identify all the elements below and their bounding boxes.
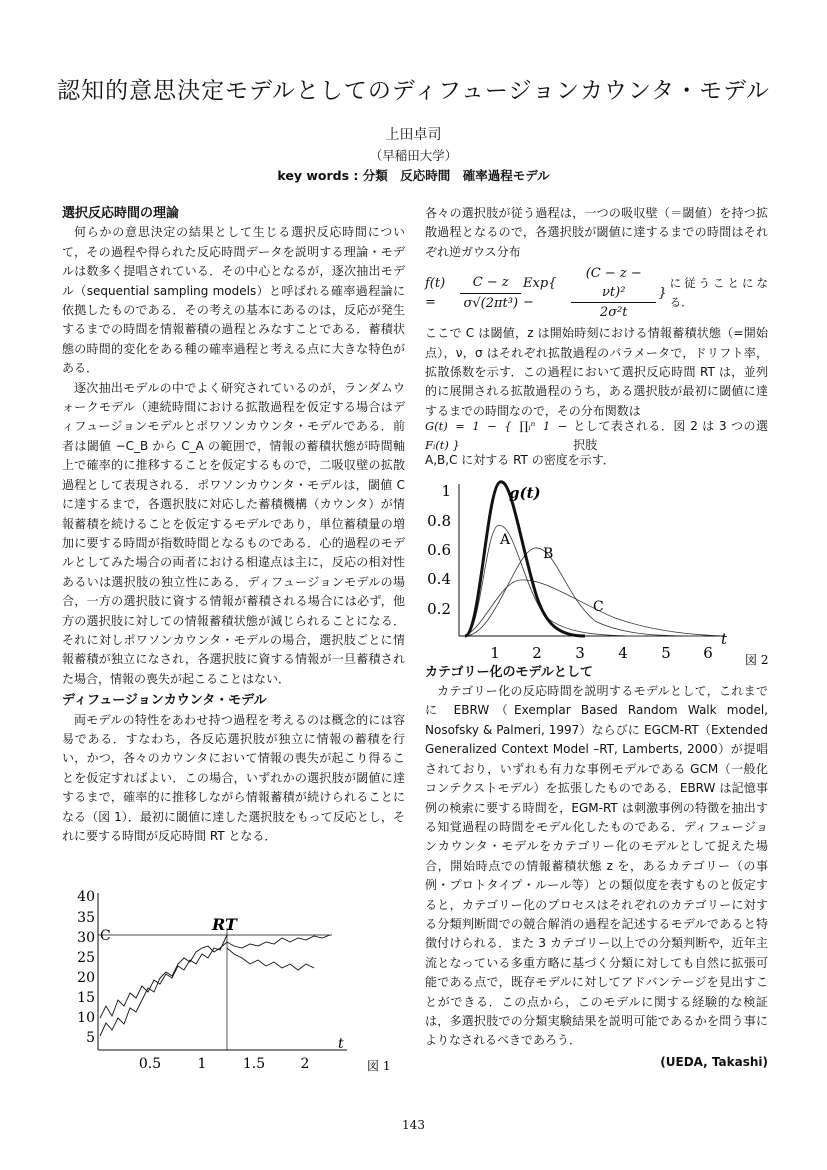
fig2-y-ticks (427, 482, 451, 618)
fig1-ytick: 25 (77, 950, 95, 966)
fig1-path-b (100, 935, 330, 1036)
page-number: 143 (402, 1118, 425, 1132)
fig2-caption: 図 2 (745, 653, 769, 667)
fig2-xtick: 4 (618, 644, 628, 662)
fig1-xtick: 1 (197, 1056, 207, 1072)
fig1-ytick: 5 (86, 1030, 95, 1046)
fig2-ytick: 0.8 (427, 512, 451, 530)
fig1-ytick: 35 (77, 910, 95, 926)
paragraph: 逐次抽出モデルの中でよく研究されているのが，ランダムウォークモデル（連続時間における拡散過程を仮定する場合はディフュージョンモデルとポワソンカウンタ・モデルである．前者は閾値 −C_B から C_A の範囲で，情報の蓄積状態が時間軸上で確率的に推移することを仮定するもので，二吸収壁の拡散過程として表現される．ポワソンカウンタ・モデルは，閾値 C に達するまで，各選択肢に対応した蓄積機構（カウンタ）が情報蓄積を続けることを仮定するモデルであり，単位蓄積量の増加に要する時間が指数時間となるものである．心的過程のモデルとしてみた場合の両者における相違点は主に，反応の相対性あるいは選択肢の独立性にある．ディフュージョンモデルの場合，一方の選択肢に資する情報が蓄積される場合には必ず，他方の選択肢に対しての情報蓄積状態が減じられることになる．それに対しポワソンカウンタ・モデルの場合，選択肢ごとに情報蓄積が独立になされ，各選択肢に資する情報が一旦蓄積された場合，情報の喪失が起こることはない． (62, 380, 405, 686)
fig2-ytick: 0.6 (427, 541, 451, 559)
fig1-rt-label: RT (212, 915, 237, 934)
fig2-t-label: t (721, 630, 728, 648)
fig1-threshold-label: C (100, 928, 111, 944)
fig2-xtick: 2 (532, 644, 542, 662)
fig1-caption: 図 1 (367, 1059, 391, 1073)
figure-2 (425, 476, 770, 670)
fig1-t-label: t (338, 1036, 344, 1052)
formula-g: G(t) = 1 − { ∏ᵢⁿ 1 − Fᵢ(t) } (425, 418, 568, 453)
section-heading: ディフュージョンカウンタ・モデル (62, 693, 267, 709)
fig1-xtick: 2 (300, 1056, 310, 1072)
section-heading: カテゴリー化のモデルとして (425, 664, 593, 680)
section-heading: 選択反応時間の理論 (62, 206, 180, 221)
paragraph: A,B,C に対する RT の密度を示す． (425, 453, 615, 468)
signature: (UEDA, Takashi) (660, 1055, 768, 1069)
fig2-curve-label: A (500, 532, 511, 548)
fig1-x-ticks (139, 1056, 310, 1072)
formula-close: } (658, 285, 667, 301)
fig2-ytick: 1 (441, 482, 451, 500)
fig1-path-a (100, 935, 227, 1018)
fig1-y-ticks (77, 889, 95, 1046)
formula-tail: に従うことになる． (669, 275, 768, 310)
figure-1 (62, 888, 412, 1078)
paragraph: ここで C は閾値，z は開始時刻における情報蓄積状態（=開始点），ν，σ はそれぞれ拡散過程のパラメータで，ドリフト率，拡散係数を示す．この過程において選択反応時間 RT は，並列的に展開される拡散過程のうち，ある選択肢が最初に閾値に達するまでの時間なので，その分布関数は (425, 326, 768, 418)
fig1-ytick: 30 (77, 930, 95, 946)
formula-g-tail: として表される．図 2 は 3 つの選択肢 (573, 418, 768, 453)
formula-exp: Exp{ − (523, 275, 557, 311)
formula-inverse-gaussian (425, 262, 768, 324)
left-column (62, 204, 405, 846)
formula-distribution (425, 418, 768, 453)
paragraph: 何らかの意思決定の結果として生じる選択反応時間について，その過程や得られた反応時間データを説明する理論・モデルは数多く提唱されている．その中心となるが，逐次抽出モデル（sequential sampling models）と呼ばれる確率過程論に依拠したものである．その考えの基本にあるのは，反応が発生するまでの時間を情報蓄積の過程とみなすことである．蓄積状態の時間的変化をある種の確率過程と考える点に大きな特色がある． (62, 225, 405, 376)
formula-denominator: σ√(2πt³) (463, 295, 519, 311)
paragraph: カテゴリー化の反応時間を説明するモデルとして，これまでに EBRW（Exemplar Based Random Walk model, Nosofsky & Palmeri, 1997）ならびに EGCM-RT（Extended Generalized Context Model –RT, Lamberts, 2000）が提唱されており，いずれも有力な事例モデルである GCM（一般化コンテクストモデル）を拡張したものである．EBRW は記憶事例の検索に要する時間を，EGM-RT は刺激事例の特徴を抽出する知覚過程の時間をモデル化したものである．ディフュージョンカウンタ・モデルをカテゴリー化のモデルとして捉えた場合，開始時点での情報蓄積状態 z を，あるカテゴリー（の事例・プロトタイプ・ルール等）との類似度を表すものと仮定すると，カテゴリー化のプロセスはそれぞれのカテゴリーに対する分類判断間での競合解消の過程を記述するモデルであると特徴付けられる．また 3 カテゴリー以上での分類判断や，近年主流となっている多重方略に基づく分類に対しても自然に拡張可能である点で，既存モデルに対してアドバンテージを見出すことができる．この点から，このモデルに関する経験的な検証は，多選択肢での分類実験結果を説明可能であるかを問う事によりなされるべきであろう． (425, 684, 768, 1048)
fig2-ytick: 0.4 (427, 570, 451, 588)
fig1-xtick: 0.5 (138, 1056, 162, 1072)
fig1-xtick: 1.5 (242, 1056, 266, 1072)
fig2-xtick: 1 (490, 644, 500, 662)
fig2-x-ticks (490, 644, 713, 662)
formula-lhs: f(t) = (425, 275, 446, 311)
fig2-curve-b (465, 548, 705, 636)
fig2-xtick: 6 (703, 644, 713, 662)
paragraph: 各々の選択肢が従う過程は，一つの吸収壁（＝閾値）を持つ拡散過程となるので，各選択肢が閾値に達するまでの時間はそれぞれ逆ガウス分布 (425, 206, 768, 259)
affiliation: （早稲田大学） (369, 148, 458, 163)
fig2-curve-g (465, 482, 585, 636)
fig1-ytick: 10 (77, 1010, 95, 1026)
fig2-xtick: 5 (661, 644, 671, 662)
keywords: key words : 分類 反応時間 確率過程モデル (277, 168, 550, 183)
formula-numerator: C − z (460, 273, 521, 293)
fig1-ytick: 40 (77, 889, 95, 905)
fig2-g-label: g(t) (509, 484, 541, 502)
fig1-path-c (227, 948, 314, 970)
formula-numerator-2: (C − z − νt)² (571, 264, 656, 304)
fig2-xtick: 3 (575, 644, 585, 662)
fig1-ytick: 20 (77, 970, 95, 986)
fig2-curve-label: C (593, 599, 604, 615)
fig1-ytick: 15 (77, 990, 95, 1006)
fig2-ytick: 0.2 (427, 600, 451, 618)
paragraph: 両モデルの特性をあわせ持つ過程を考えるのは概念的には容易である．すなわち，各反応選択肢が独立に情報の蓄積を行い，かつ，各々のカウンタにおいて情報の喪失が起こり得ることを仮定すればよい．この場合，いずれかの選択肢が閾値に達するまで，確率的に推移しながら情報蓄積が続けられることになる（図 1）．最初に閾値に達した選択肢をもって反応とし，それに要する時間が反応時間 RT となる． (62, 712, 405, 843)
fig2-curve-label: B (543, 546, 554, 562)
formula-denominator-2: 2σ²t (599, 305, 628, 321)
page-title: 認知的意思決定モデルとしてのディフュージョンカウンタ・モデル (57, 78, 770, 104)
author: 上田卓司 (385, 127, 442, 143)
